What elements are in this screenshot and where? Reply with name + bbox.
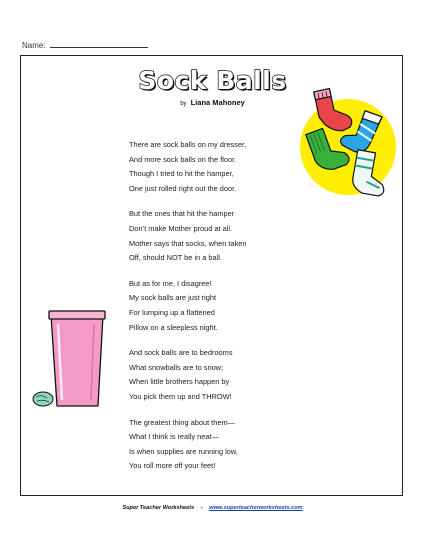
stanza <box>129 416 319 474</box>
poem-line: The greatest thing about them— <box>129 417 235 427</box>
sock-ball-icon <box>31 388 55 408</box>
byline-by: by <box>180 101 187 107</box>
poem-line: You roll more off your feet! <box>129 461 216 471</box>
poem-line: But as for me, I disagree! <box>129 278 212 288</box>
poem-line: Off, should NOT be in a ball. <box>129 253 222 263</box>
footer-url-link[interactable]: www.superteacherworksheets.com <box>209 505 303 511</box>
poem-body <box>129 138 319 485</box>
stanza <box>129 138 319 196</box>
poem-line: And more sock balls on the floor. <box>129 154 237 164</box>
poem-line: But the ones that hit the hamper <box>129 209 235 219</box>
poem-line: Mother says that socks, when taken <box>129 238 247 248</box>
stanza <box>129 346 319 404</box>
poem-title: Sock Balls <box>138 66 287 95</box>
poem-line: Though I tried to hit the hamper, <box>129 169 234 179</box>
pink-hamper-icon <box>48 310 108 410</box>
poem-line: There are sock balls on my dresser, <box>129 140 247 149</box>
footer <box>0 505 425 511</box>
poem-line: When little brothers happen by <box>129 377 230 387</box>
name-field-row <box>22 40 148 50</box>
poem-line: You pick them up and THROW! <box>129 391 232 401</box>
poem-line: Is when supplies are running low, <box>129 446 238 456</box>
footer-brand: Super Teacher Worksheets <box>122 505 195 511</box>
poem-line: And sock balls are to bedrooms <box>129 348 233 358</box>
name-blank-line[interactable] <box>50 40 148 48</box>
footer-separator: - <box>200 505 203 511</box>
poem-line: What snowballs are to snow; <box>129 362 224 372</box>
name-label: Name: <box>22 41 46 50</box>
stanza <box>129 277 319 335</box>
poem-line: My sock balls are just right <box>129 293 217 303</box>
stanza <box>129 207 319 265</box>
poem-line: Don’t make Mother proud at all. <box>129 223 233 233</box>
poem-line: Pillow on a sleepless night. <box>129 322 218 332</box>
poem-line: For lumping up a flattened <box>129 307 215 317</box>
poem-line: What I think is really neat— <box>129 432 219 442</box>
poem-line: One just rolled right out the door. <box>129 183 237 193</box>
byline-author: Liana Mahoney <box>190 98 245 107</box>
